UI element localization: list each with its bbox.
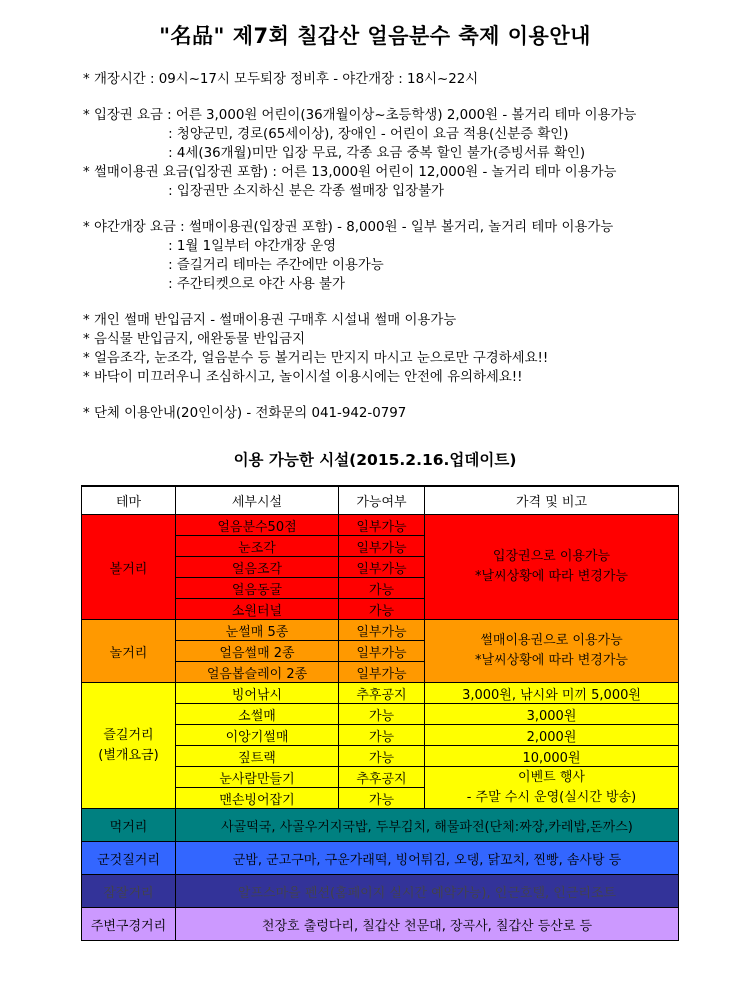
facility-status: 일부가능 xyxy=(339,620,425,641)
event-note xyxy=(425,767,679,809)
facility-status: 가능 xyxy=(339,725,425,746)
facility-name: 얼음봅슬레이 2종 xyxy=(176,662,339,683)
info-line: : 1월 1일부터 야간개장 운영 xyxy=(83,239,337,254)
facility-price: 3,000원 xyxy=(425,704,679,725)
facility-name: 이앙기썰매 xyxy=(176,725,339,746)
note-line: - 주말 수시 운영(실시간 방송) xyxy=(466,789,637,805)
table-row xyxy=(82,875,679,908)
info-gap xyxy=(83,387,743,404)
sightseeing-note xyxy=(425,515,679,620)
facility-status: 일부가능 xyxy=(339,515,425,536)
info-line: : 주간티켓으로 야간 사용 불가 xyxy=(83,277,345,292)
facility-name: 눈썰매 5종 xyxy=(176,620,339,641)
facility-price: 3,000원, 낚시와 미끼 5,000원 xyxy=(425,683,679,704)
table-row xyxy=(82,515,679,536)
nearby-description: 천장호 출렁다리, 칠갑산 천문대, 장곡사, 칠갑산 등산로 등 xyxy=(176,908,679,941)
facility-name: 맨손빙어잡기 xyxy=(176,788,339,809)
facility-status: 가능 xyxy=(339,746,425,767)
facility-name: 얼음동굴 xyxy=(176,578,339,599)
table-row xyxy=(82,683,679,704)
info-line: * 입장권 요금 : 어른 3,000원 어린이(36개월이상~초등학생) 2,000원 - 볼거리 테마 이용가능 xyxy=(83,108,637,123)
facility-status: 가능 xyxy=(339,788,425,809)
table-row xyxy=(82,842,679,875)
theme-fun xyxy=(82,683,176,809)
info-gap xyxy=(83,201,743,218)
food-description: 사골떡국, 사골우거지국밥, 두부김치, 해물파전(단체:짜장,카레밥,돈까스) xyxy=(176,809,679,842)
facility-name: 짚트랙 xyxy=(176,746,339,767)
facility-status: 일부가능 xyxy=(339,641,425,662)
facility-name: 눈조각 xyxy=(176,536,339,557)
theme-nearby: 주변구경거리 xyxy=(82,908,176,941)
info-line: * 음식물 반입금지, 애완동물 반입금지 xyxy=(83,332,306,347)
facility-name: 얼음썰매 2종 xyxy=(176,641,339,662)
page-title: "名品" 제7회 칠갑산 얼음분수 축제 이용안내 xyxy=(159,24,591,48)
theme-snack: 군것질거리 xyxy=(82,842,176,875)
info-line: * 단체 이용안내(20인이상) - 전화문의 041-942-0797 xyxy=(83,406,407,421)
info-line: : 즐길거리 테마는 주간에만 이용가능 xyxy=(83,258,384,273)
table-row xyxy=(82,908,679,941)
info-line: : 4세(36개월)미만 입장 무료, 각종 요금 중복 할인 불가(증빙서류 확인) xyxy=(83,146,586,161)
theme-sublabel: (별개요금) xyxy=(98,747,159,763)
facility-name: 얼음분수50점 xyxy=(176,515,339,536)
note-line: *날씨상황에 따라 변경가능 xyxy=(475,569,628,584)
facilities-table xyxy=(81,485,679,941)
info-line: * 바닥이 미끄러우니 조심하시고, 놀이시설 이용시에는 안전에 유의하세요!! xyxy=(83,370,523,385)
play-note xyxy=(425,620,679,683)
note-line: 입장권으로 이용가능 xyxy=(492,549,611,564)
facility-status: 가능 xyxy=(339,578,425,599)
note-line: *날씨상황에 따라 변경가능 xyxy=(475,653,628,668)
facility-price: 10,000원 xyxy=(425,746,679,767)
facility-name: 얼음조각 xyxy=(176,557,339,578)
facility-name: 눈사람만들기 xyxy=(176,767,339,788)
info-gap xyxy=(83,89,743,106)
theme-play: 놀거리 xyxy=(82,620,176,683)
lodging-description: 알프스마을 펜션(홈페이지 실시간 예약가능), 인근호텔, 인근리조트 xyxy=(176,875,679,908)
snack-description: 군밤, 군고구마, 구운가래떡, 빙어튀김, 오뎅, 닭꼬치, 찐빵, 솜사탕 등 xyxy=(176,842,679,875)
facility-status: 추후공지 xyxy=(339,767,425,788)
table-row xyxy=(82,620,679,641)
note-line: 썰매이용권으로 이용가능 xyxy=(480,633,623,648)
header-theme: 테마 xyxy=(82,486,176,515)
facility-name: 소썰매 xyxy=(176,704,339,725)
info-line: * 개장시간 : 09시~17시 모두퇴장 정비후 - 야간개장 : 18시~22시 xyxy=(83,72,479,87)
facilities-title: 이용 가능한 시설(2015.2.16.업데이트) xyxy=(233,451,517,469)
facility-name: 소원터널 xyxy=(176,599,339,620)
table-header-row xyxy=(82,486,679,515)
table-row xyxy=(82,809,679,842)
facility-status: 일부가능 xyxy=(339,536,425,557)
info-line: * 개인 썰매 반입금지 - 썰매이용권 구매후 시설내 썰매 이용가능 xyxy=(83,313,457,328)
facility-status: 추후공지 xyxy=(339,683,425,704)
facility-status: 가능 xyxy=(339,704,425,725)
info-line: * 얼음조각, 눈조각, 얼음분수 등 볼거리는 만지지 마시고 눈으로만 구경하세요!! xyxy=(83,351,549,366)
info-block xyxy=(83,70,743,423)
facility-status: 일부가능 xyxy=(339,557,425,578)
theme-label: 즐길거리 xyxy=(103,727,154,743)
theme-sightseeing: 볼거리 xyxy=(82,515,176,620)
info-line: : 청양군민, 경로(65세이상), 장애인 - 어린이 요금 적용(신분증 확인) xyxy=(83,127,569,142)
info-gap xyxy=(83,294,743,311)
info-line: * 야간개장 요금 : 썰매이용권(입장권 포함) - 8,000원 - 일부 볼거리, 놀거리 테마 이용가능 xyxy=(83,220,614,235)
facility-status: 가능 xyxy=(339,599,425,620)
theme-food: 먹거리 xyxy=(82,809,176,842)
header-facility: 세부시설 xyxy=(176,486,339,515)
info-line: : 입장권만 소지하신 분은 각종 썰매장 입장불가 xyxy=(83,184,444,199)
theme-lodging: 잠잘거리 xyxy=(82,875,176,908)
facility-name: 빙어낚시 xyxy=(176,683,339,704)
info-line: * 썰매이용권 요금(입장권 포함) : 어른 13,000원 어린이 12,000원 - 놀거리 테마 이용가능 xyxy=(83,165,617,180)
facility-status: 일부가능 xyxy=(339,662,425,683)
facility-price: 2,000원 xyxy=(425,725,679,746)
header-price-note: 가격 및 비고 xyxy=(425,486,679,515)
note-line: 이벤트 행사 xyxy=(518,769,585,785)
header-availability: 가능여부 xyxy=(339,486,425,515)
